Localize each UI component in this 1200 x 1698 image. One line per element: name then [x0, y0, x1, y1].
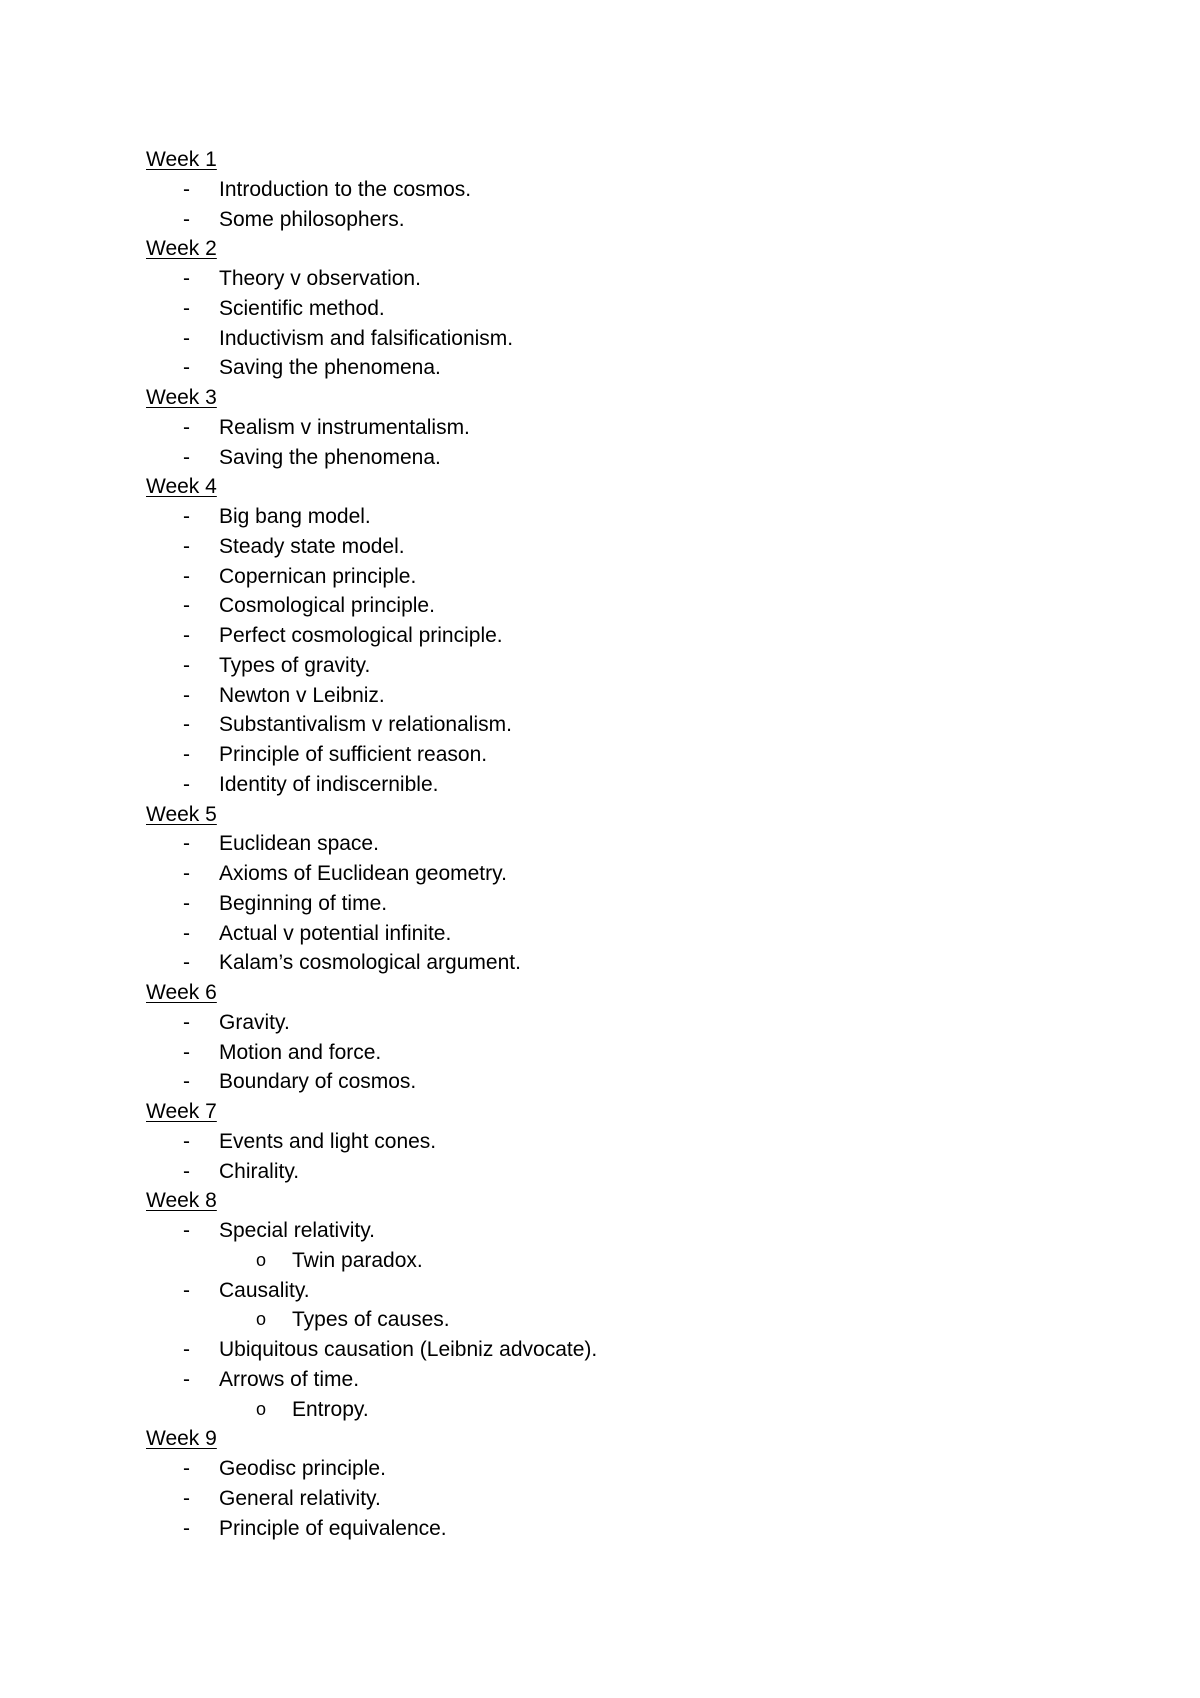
week-section	[146, 978, 1146, 1097]
week-section	[146, 1424, 1146, 1543]
list-item	[146, 443, 1146, 473]
week-heading: Week 9	[146, 1427, 217, 1451]
list-item-text: Events and light cones.	[219, 1129, 437, 1153]
dash-bullet-icon: -	[183, 445, 190, 469]
list-item	[146, 1008, 1146, 1038]
week-heading: Week 4	[146, 475, 217, 499]
list-item	[146, 294, 1146, 324]
week-section	[146, 800, 1146, 979]
dash-bullet-icon: -	[183, 951, 190, 975]
dash-bullet-icon: -	[183, 594, 190, 618]
dash-bullet-icon: -	[183, 653, 190, 677]
week-section	[146, 234, 1146, 383]
list-item	[146, 205, 1146, 235]
list-item-text: Geodisc principle.	[219, 1457, 386, 1480]
dash-bullet-icon: -	[183, 177, 190, 201]
dash-bullet-icon: -	[183, 683, 190, 707]
circle-bullet-icon: o	[256, 1249, 267, 1270]
list-item-text: General relativity.	[219, 1486, 381, 1510]
list-item	[146, 1038, 1146, 1068]
dash-bullet-icon: -	[183, 415, 190, 439]
list-item-text: Special relativity.	[219, 1219, 376, 1242]
dash-bullet-icon: -	[183, 267, 190, 290]
list-item-text: Big bang model.	[219, 505, 371, 528]
sub-list-item-text: Twin paradox.	[292, 1248, 423, 1272]
dash-bullet-icon: -	[183, 534, 190, 558]
list-item-text: Euclidean space.	[219, 832, 379, 856]
week-section	[146, 472, 1146, 799]
list-item-text: Arrows of time.	[219, 1367, 360, 1391]
dash-bullet-icon: -	[183, 564, 190, 588]
list-item-text: Newton v Leibniz.	[219, 683, 385, 707]
list-item-text: Steady state model.	[219, 534, 405, 558]
list-item	[146, 859, 1146, 889]
list-item	[146, 1484, 1146, 1514]
dash-bullet-icon: -	[183, 1219, 190, 1242]
week-heading: Week 2	[146, 237, 217, 261]
sub-list-item	[146, 1395, 1146, 1425]
dash-bullet-icon: -	[183, 1070, 190, 1094]
circle-bullet-icon: o	[256, 1398, 267, 1419]
list-item	[146, 621, 1146, 651]
list-item-text: Identity of indiscernible.	[219, 772, 439, 796]
list-item	[146, 1067, 1146, 1097]
sub-list-item-text: Entropy.	[292, 1397, 369, 1421]
list-item-text: Principle of sufficient reason.	[219, 743, 488, 766]
dash-bullet-icon: -	[183, 743, 190, 766]
week-heading: Week 5	[146, 802, 217, 826]
dash-bullet-icon: -	[183, 713, 190, 737]
list-item	[146, 562, 1146, 592]
sub-list-item-text: Types of causes.	[292, 1308, 450, 1332]
list-item	[146, 175, 1146, 205]
list-item-text: Realism v instrumentalism.	[219, 415, 470, 439]
list-item	[146, 1216, 1146, 1246]
list-item	[146, 829, 1146, 859]
list-item	[146, 740, 1146, 770]
week-heading: Week 3	[146, 386, 217, 409]
dash-bullet-icon: -	[183, 326, 190, 350]
dash-bullet-icon: -	[183, 356, 190, 380]
dash-bullet-icon: -	[183, 1129, 190, 1153]
list-item	[146, 264, 1146, 294]
dash-bullet-icon: -	[183, 624, 190, 647]
list-item-text: Theory v observation.	[219, 267, 421, 290]
week-heading: Week 1	[146, 148, 217, 171]
list-item-text: Chirality.	[219, 1159, 300, 1183]
list-item-text: Axioms of Euclidean geometry.	[219, 862, 507, 885]
list-item-text: Scientific method.	[219, 296, 385, 320]
list-item-text: Kalam’s cosmological argument.	[219, 951, 521, 975]
dash-bullet-icon: -	[183, 505, 190, 528]
dash-bullet-icon: -	[183, 1338, 190, 1361]
dash-bullet-icon: -	[183, 1159, 190, 1183]
dash-bullet-icon: -	[183, 1367, 190, 1391]
list-item-text: Motion and force.	[219, 1040, 382, 1064]
dash-bullet-icon: -	[183, 207, 190, 231]
list-item	[146, 919, 1146, 949]
list-item-text: Introduction to the cosmos.	[219, 177, 472, 201]
list-item	[146, 710, 1146, 740]
list-item-text: Beginning of time.	[219, 891, 388, 915]
dash-bullet-icon: -	[183, 1486, 190, 1510]
list-item	[146, 324, 1146, 354]
list-item-text: Some philosophers.	[219, 207, 405, 231]
list-item-text: Principle of equivalence.	[219, 1516, 447, 1540]
list-item	[146, 651, 1146, 681]
list-item	[146, 591, 1146, 621]
list-item-text: Ubiquitous causation (Leibniz advocate).	[219, 1338, 598, 1361]
list-item	[146, 948, 1146, 978]
list-item-text: Gravity.	[219, 1010, 290, 1034]
list-item	[146, 681, 1146, 711]
list-item-text: Cosmological principle.	[219, 594, 435, 618]
list-item	[146, 1335, 1146, 1365]
week-heading: Week 7	[146, 1100, 217, 1123]
list-item-text: Substantivalism v relationalism.	[219, 713, 512, 737]
list-item	[146, 1454, 1146, 1484]
dash-bullet-icon: -	[183, 1278, 190, 1302]
list-item	[146, 532, 1146, 562]
sub-list-item	[146, 1305, 1146, 1335]
week-section	[146, 145, 1146, 234]
list-item	[146, 413, 1146, 443]
dash-bullet-icon: -	[183, 862, 190, 885]
dash-bullet-icon: -	[183, 1516, 190, 1540]
list-item	[146, 1514, 1146, 1544]
dash-bullet-icon: -	[183, 1040, 190, 1064]
week-section	[146, 1097, 1146, 1186]
list-item	[146, 502, 1146, 532]
list-item-text: Copernican principle.	[219, 564, 417, 588]
list-item	[146, 1127, 1146, 1157]
list-item	[146, 1276, 1146, 1306]
dash-bullet-icon: -	[183, 832, 190, 856]
list-item	[146, 770, 1146, 800]
dash-bullet-icon: -	[183, 921, 190, 945]
list-item-text: Actual v potential infinite.	[219, 921, 452, 945]
list-item-text: Types of gravity.	[219, 653, 371, 677]
dash-bullet-icon: -	[183, 1010, 190, 1034]
sub-list-item	[146, 1246, 1146, 1276]
list-item-text: Saving the phenomena.	[219, 356, 441, 380]
dash-bullet-icon: -	[183, 891, 190, 915]
dash-bullet-icon: -	[183, 1457, 190, 1480]
list-item-text: Saving the phenomena.	[219, 445, 441, 469]
document-page	[146, 145, 1146, 1543]
list-item	[146, 1157, 1146, 1187]
dash-bullet-icon: -	[183, 772, 190, 796]
list-item-text: Boundary of cosmos.	[219, 1070, 417, 1094]
list-item	[146, 1365, 1146, 1395]
list-item-text: Causality.	[219, 1278, 310, 1302]
list-item-text: Inductivism and falsificationism.	[219, 326, 514, 350]
week-section	[146, 1186, 1146, 1424]
week-heading: Week 6	[146, 981, 217, 1004]
list-item	[146, 353, 1146, 383]
week-section	[146, 383, 1146, 472]
circle-bullet-icon: o	[256, 1309, 267, 1330]
list-item	[146, 889, 1146, 919]
list-item-text: Perfect cosmological principle.	[219, 624, 503, 647]
week-heading: Week 8	[146, 1189, 217, 1213]
dash-bullet-icon: -	[183, 296, 190, 320]
